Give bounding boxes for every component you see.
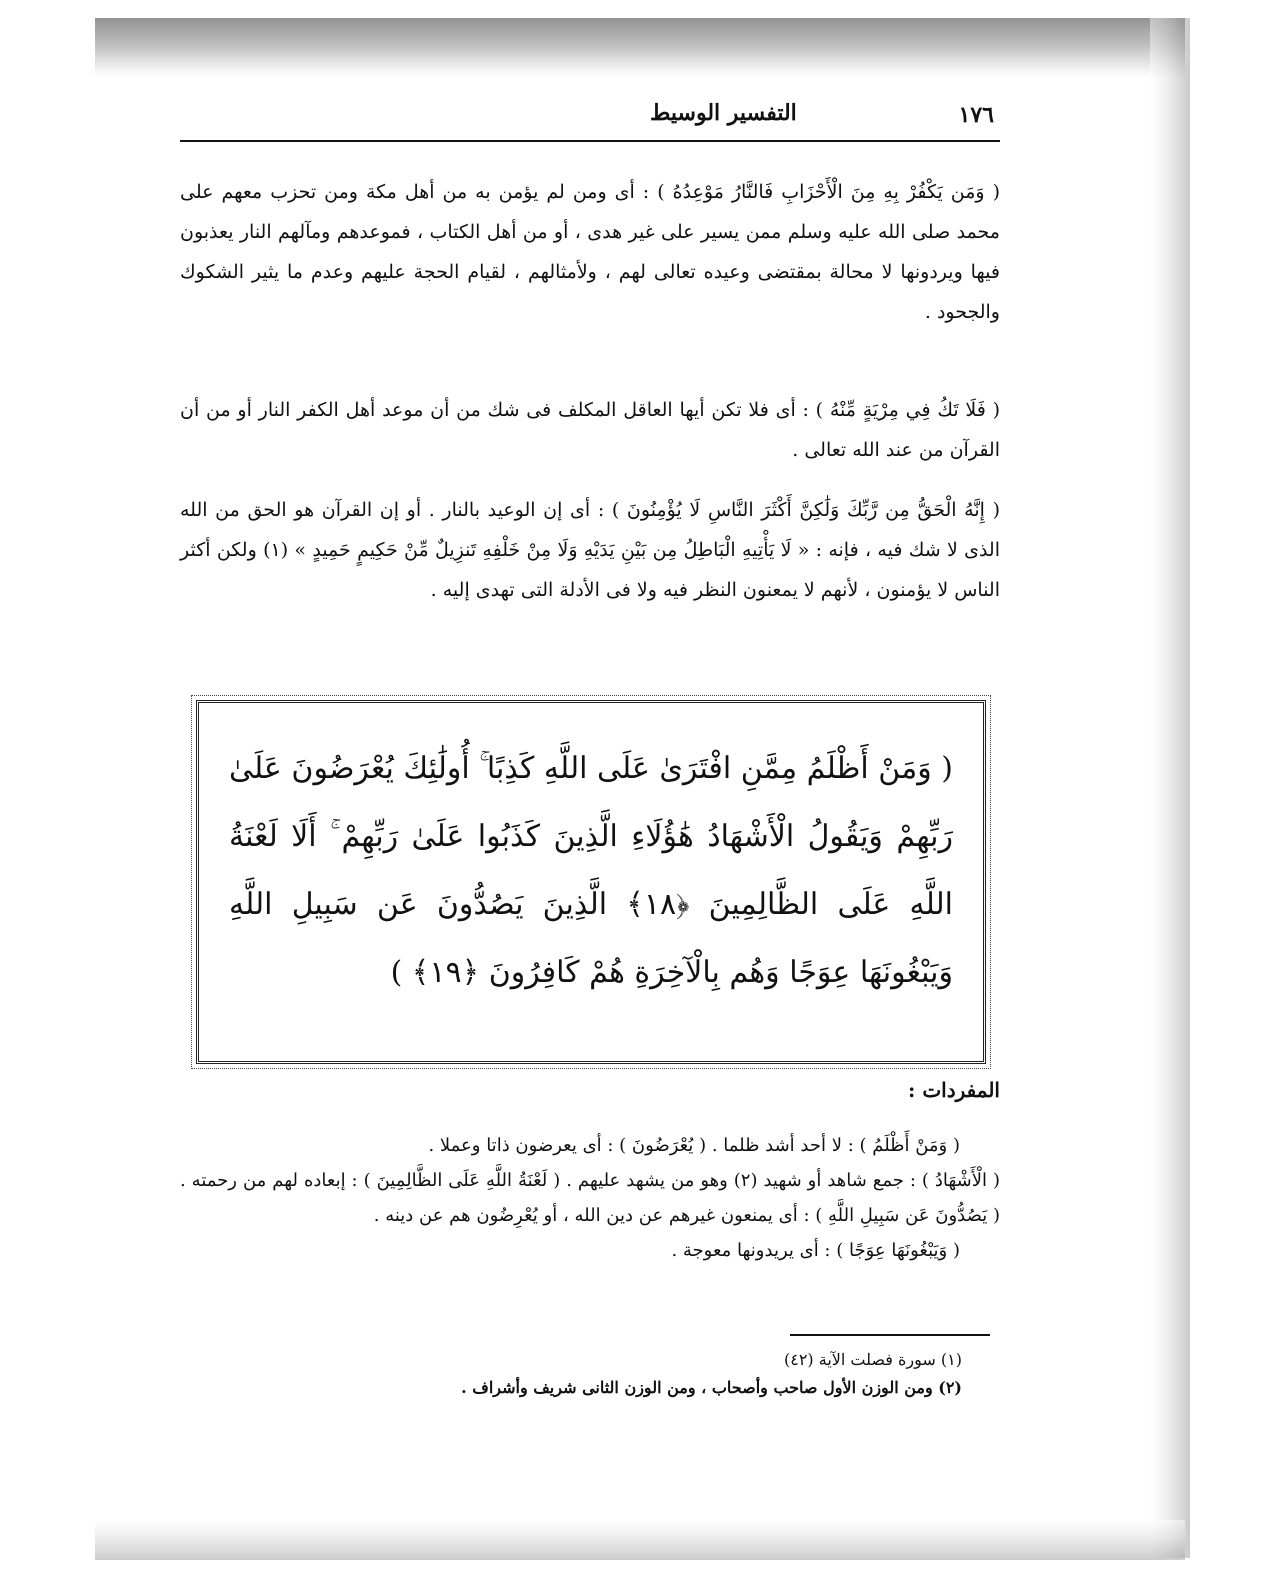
vocabulary-line: ( وَمَنْ أَظْلَمُ ) : لا أحد أشد ظلما . ( يُعْرَضُونَ ) : أى يعرضون ذاتا وعملا . <box>428 1135 960 1156</box>
footnote-1: (١) سورة فصلت الآية (٤٢) <box>783 1350 962 1369</box>
vocabulary-section <box>180 1128 1000 1268</box>
footnote-2: (٢) ومن الوزن الأول صاحب وأصحاب ، ومن الوزن الثانى شريف وأشراف . <box>461 1378 962 1397</box>
page-header <box>180 100 1000 142</box>
scan-shadow-right <box>1150 18 1190 1558</box>
paragraph-text: ( وَمَن يَكْفُرْ بِهِ مِنَ الْأَحْزَابِ فَالنَّارُ مَوْعِدُهُ ) : أى ومن لم يؤمن به من أهل مكة ومن تحزب معهم على محمد صلى الله عليه وسلم ممن يسير على غير هدى ، أو من أهل الكتاب ، فموعدهم ومآلهم النار يعذبون فيها ويردونها لا محالة بمقتضى وعيده تعالى لهم ، ولأمثالهم ، لقيام الحجة عليهم وعدم ما يثير الشكوك والجحود . <box>180 181 1000 323</box>
commentary-paragraph-1 <box>180 172 1000 332</box>
paragraph-text: ( إِنَّهُ الْحَقُّ مِن رَّبِّكَ وَلَٰكِنَّ أَكْثَرَ النَّاسِ لَا يُؤْمِنُونَ ) : أى إن الوعيد بالنار . أو إن القرآن هو الحق من الله الذى لا شك فيه ، فإنه : « لَا يَأْتِيهِ الْبَاطِلُ مِن بَيْنِ يَدَيْهِ وَلَا مِنْ خَلْفِهِ تَنزِيلٌ مِّنْ حَكِيمٍ حَمِيدٍ » (١) ولكن أكثر الناس لا يؤمنون ، لأنهم لا يمعنون النظر فيه ولا فى الأدلة التى تهدى إليه . <box>180 499 1000 601</box>
page-number: ١٧٦ <box>958 102 994 128</box>
vocabulary-line: ( وَيَبْغُونَهَا عِوَجًا ) : أى يريدونها معوجة . <box>671 1240 960 1261</box>
vocabulary-heading: المفردات : <box>907 1078 1000 1102</box>
paragraph-text: ( فَلَا تَكُ فِي مِرْيَةٍ مِّنْهُ ) : أى فلا تكن أيها العاقل المكلف فى شك من أن موعد أهل الكفر النار أو من أن القرآن من عند الله تعالى . <box>180 399 1000 461</box>
commentary-paragraph-2 <box>180 390 1000 470</box>
footnote-divider <box>790 1334 990 1336</box>
quran-verse-text: ( وَمَنْ أَظْلَمُ مِمَّنِ افْتَرَىٰ عَلَى اللَّهِ كَذِبًا ۚ أُولَٰئِكَ يُعْرَضُونَ عَلَىٰ رَبِّهِمْ وَيَقُولُ الْأَشْهَادُ هَٰؤُلَاءِ الَّذِينَ كَذَبُوا عَلَىٰ رَبِّهِمْ ۚ أَلَا لَعْنَةُ اللَّهِ عَلَى الظَّالِمِينَ ﴿١٨﴾ الَّذِينَ يَصُدُّونَ عَن سَبِيلِ اللَّهِ وَيَبْغُونَهَا عِوَجًا وَهُم بِالْآخِرَةِ هُمْ كَافِرُونَ ﴿١٩﴾ ) <box>229 751 953 990</box>
scan-shadow-bottom <box>95 1520 1185 1560</box>
footnotes <box>180 1346 962 1402</box>
commentary-paragraph-3 <box>180 490 1000 610</box>
scan-shadow-top <box>95 18 1185 78</box>
vocabulary-line: ( الْأَشْهَادُ ) : جمع شاهد أو شهيد (٢) وهو من يشهد عليهم . ( لَعْنَةُ اللَّهِ عَلَى الظَّالِمِينَ ) : إبعاده لهم من رحمته . ( يَصُدُّونَ عَن سَبِيلِ اللَّهِ ) : أى يمنعون غيرهم عن دين الله ، أو يُعْرِضُون هم عن دينه . <box>180 1170 1001 1226</box>
running-title: التفسير الوسيط <box>650 100 797 126</box>
quran-verse-frame <box>196 700 986 1064</box>
